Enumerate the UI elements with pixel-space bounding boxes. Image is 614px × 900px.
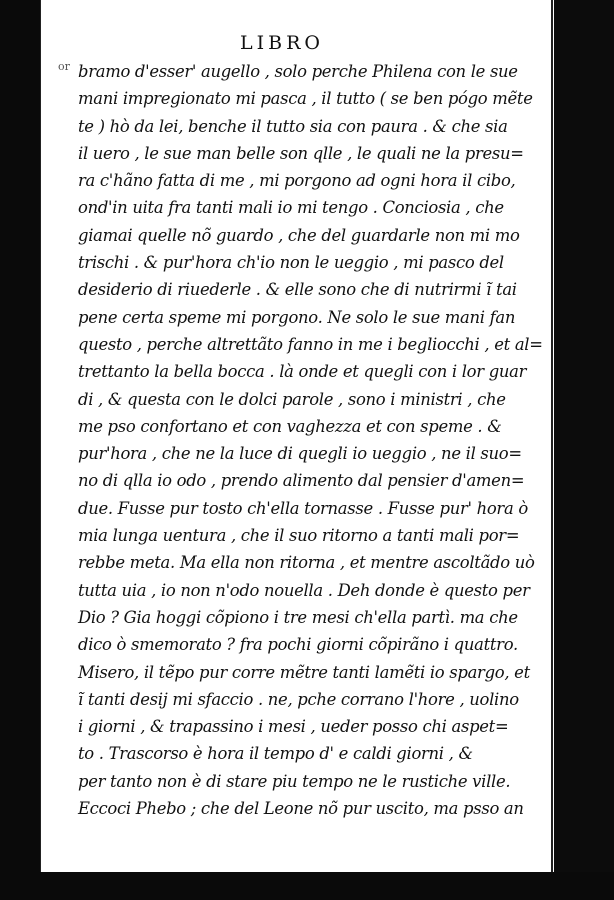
text-line: no di qlla io odo , prendo alimento dal pensier d'amen= bbox=[78, 471, 525, 491]
text-line: giamai quelle nõ guardo , che del guardarle non mi mo bbox=[78, 225, 520, 245]
text-line: pur'hora , che ne la luce di quegli io ueggio , ne il suo= bbox=[78, 444, 522, 464]
text-line: tutta uia , io non n'odo nouella . Deh donde è questo per bbox=[78, 580, 530, 600]
text-line: Misero, il tẽpo pur corre mẽtre tanti lamẽti io spargo, et bbox=[78, 662, 530, 682]
text-line: to . Trascorso è hora il tempo d' e caldi giorni , & bbox=[78, 744, 473, 764]
text-line: desiderio di riuederle . & elle sono che di nutrirmi ĩ tai bbox=[78, 280, 517, 300]
text-line: ra c'hãno fatta di me , mi porgono ad ogni hora il cibo, bbox=[78, 171, 516, 191]
text-line: mia lunga uentura , che il suo ritorno a tanti mali por= bbox=[78, 526, 520, 546]
margin-mark: or bbox=[58, 60, 70, 73]
text-line: Eccoci Phebo ; che del Leone nõ pur uscito, ma psso an bbox=[78, 799, 524, 819]
text-line: rebbe meta. Ma ella non ritorna , et mentre ascoltãdo uò bbox=[78, 553, 535, 573]
text-block bbox=[78, 58, 543, 822]
running-head: LIBRO bbox=[240, 32, 324, 54]
scan-border-right bbox=[554, 0, 614, 900]
text-line: bramo d'esser' augello , solo perche Philena con le sue bbox=[78, 62, 518, 81]
scan-border-left bbox=[0, 0, 40, 900]
text-line: di , & questa con le dolci parole , sono i ministri , che bbox=[78, 389, 506, 409]
text-line: per tanto non è di stare piu tempo ne le rustiche ville. bbox=[78, 771, 511, 791]
text-line: ond'in uita fra tanti mali io mi tengo . Conciosia , che bbox=[78, 198, 504, 218]
text-line: il uero , le sue man belle son qlle , le quali ne la presu= bbox=[78, 143, 524, 163]
text-line: questo , perche altrettãto fanno in me i begliocchi , et al= bbox=[78, 334, 543, 354]
text-line: i giorni , & trapassino i mesi , ueder posso chi aspet= bbox=[78, 717, 509, 737]
text-line: trettanto la bella bocca . là onde et quegli con i lor guar bbox=[78, 362, 527, 382]
text-line: Dio ? Gia hoggi cõpiono i tre mesi ch'ella partì. ma che bbox=[78, 607, 518, 627]
text-line: trischi . & pur'hora ch'io non le ueggio , mi pasco del bbox=[78, 253, 504, 273]
text-line: mani impregionato mi pasca , il tutto ( se ben pógo mẽte bbox=[78, 89, 533, 109]
text-line: due. Fusse pur tosto ch'ella tornasse . Fusse pur' hora ò bbox=[78, 498, 528, 518]
scan-border-bottom bbox=[0, 872, 614, 900]
text-line: me pso confortano et con vaghezza et con speme . & bbox=[78, 416, 502, 436]
text-line: te ) hò da lei, benche il tutto sia con paura . & che sia bbox=[78, 116, 508, 136]
text-line: dico ò smemorato ? fra pochi giorni cõpirãno i quattro. bbox=[78, 635, 518, 655]
text-line: ĩ tanti desij mi sfaccio . ne, pche corrano l'hore , uolino bbox=[78, 689, 519, 709]
text-line: pene certa speme mi porgono. Ne solo le sue mani fan bbox=[78, 307, 516, 327]
